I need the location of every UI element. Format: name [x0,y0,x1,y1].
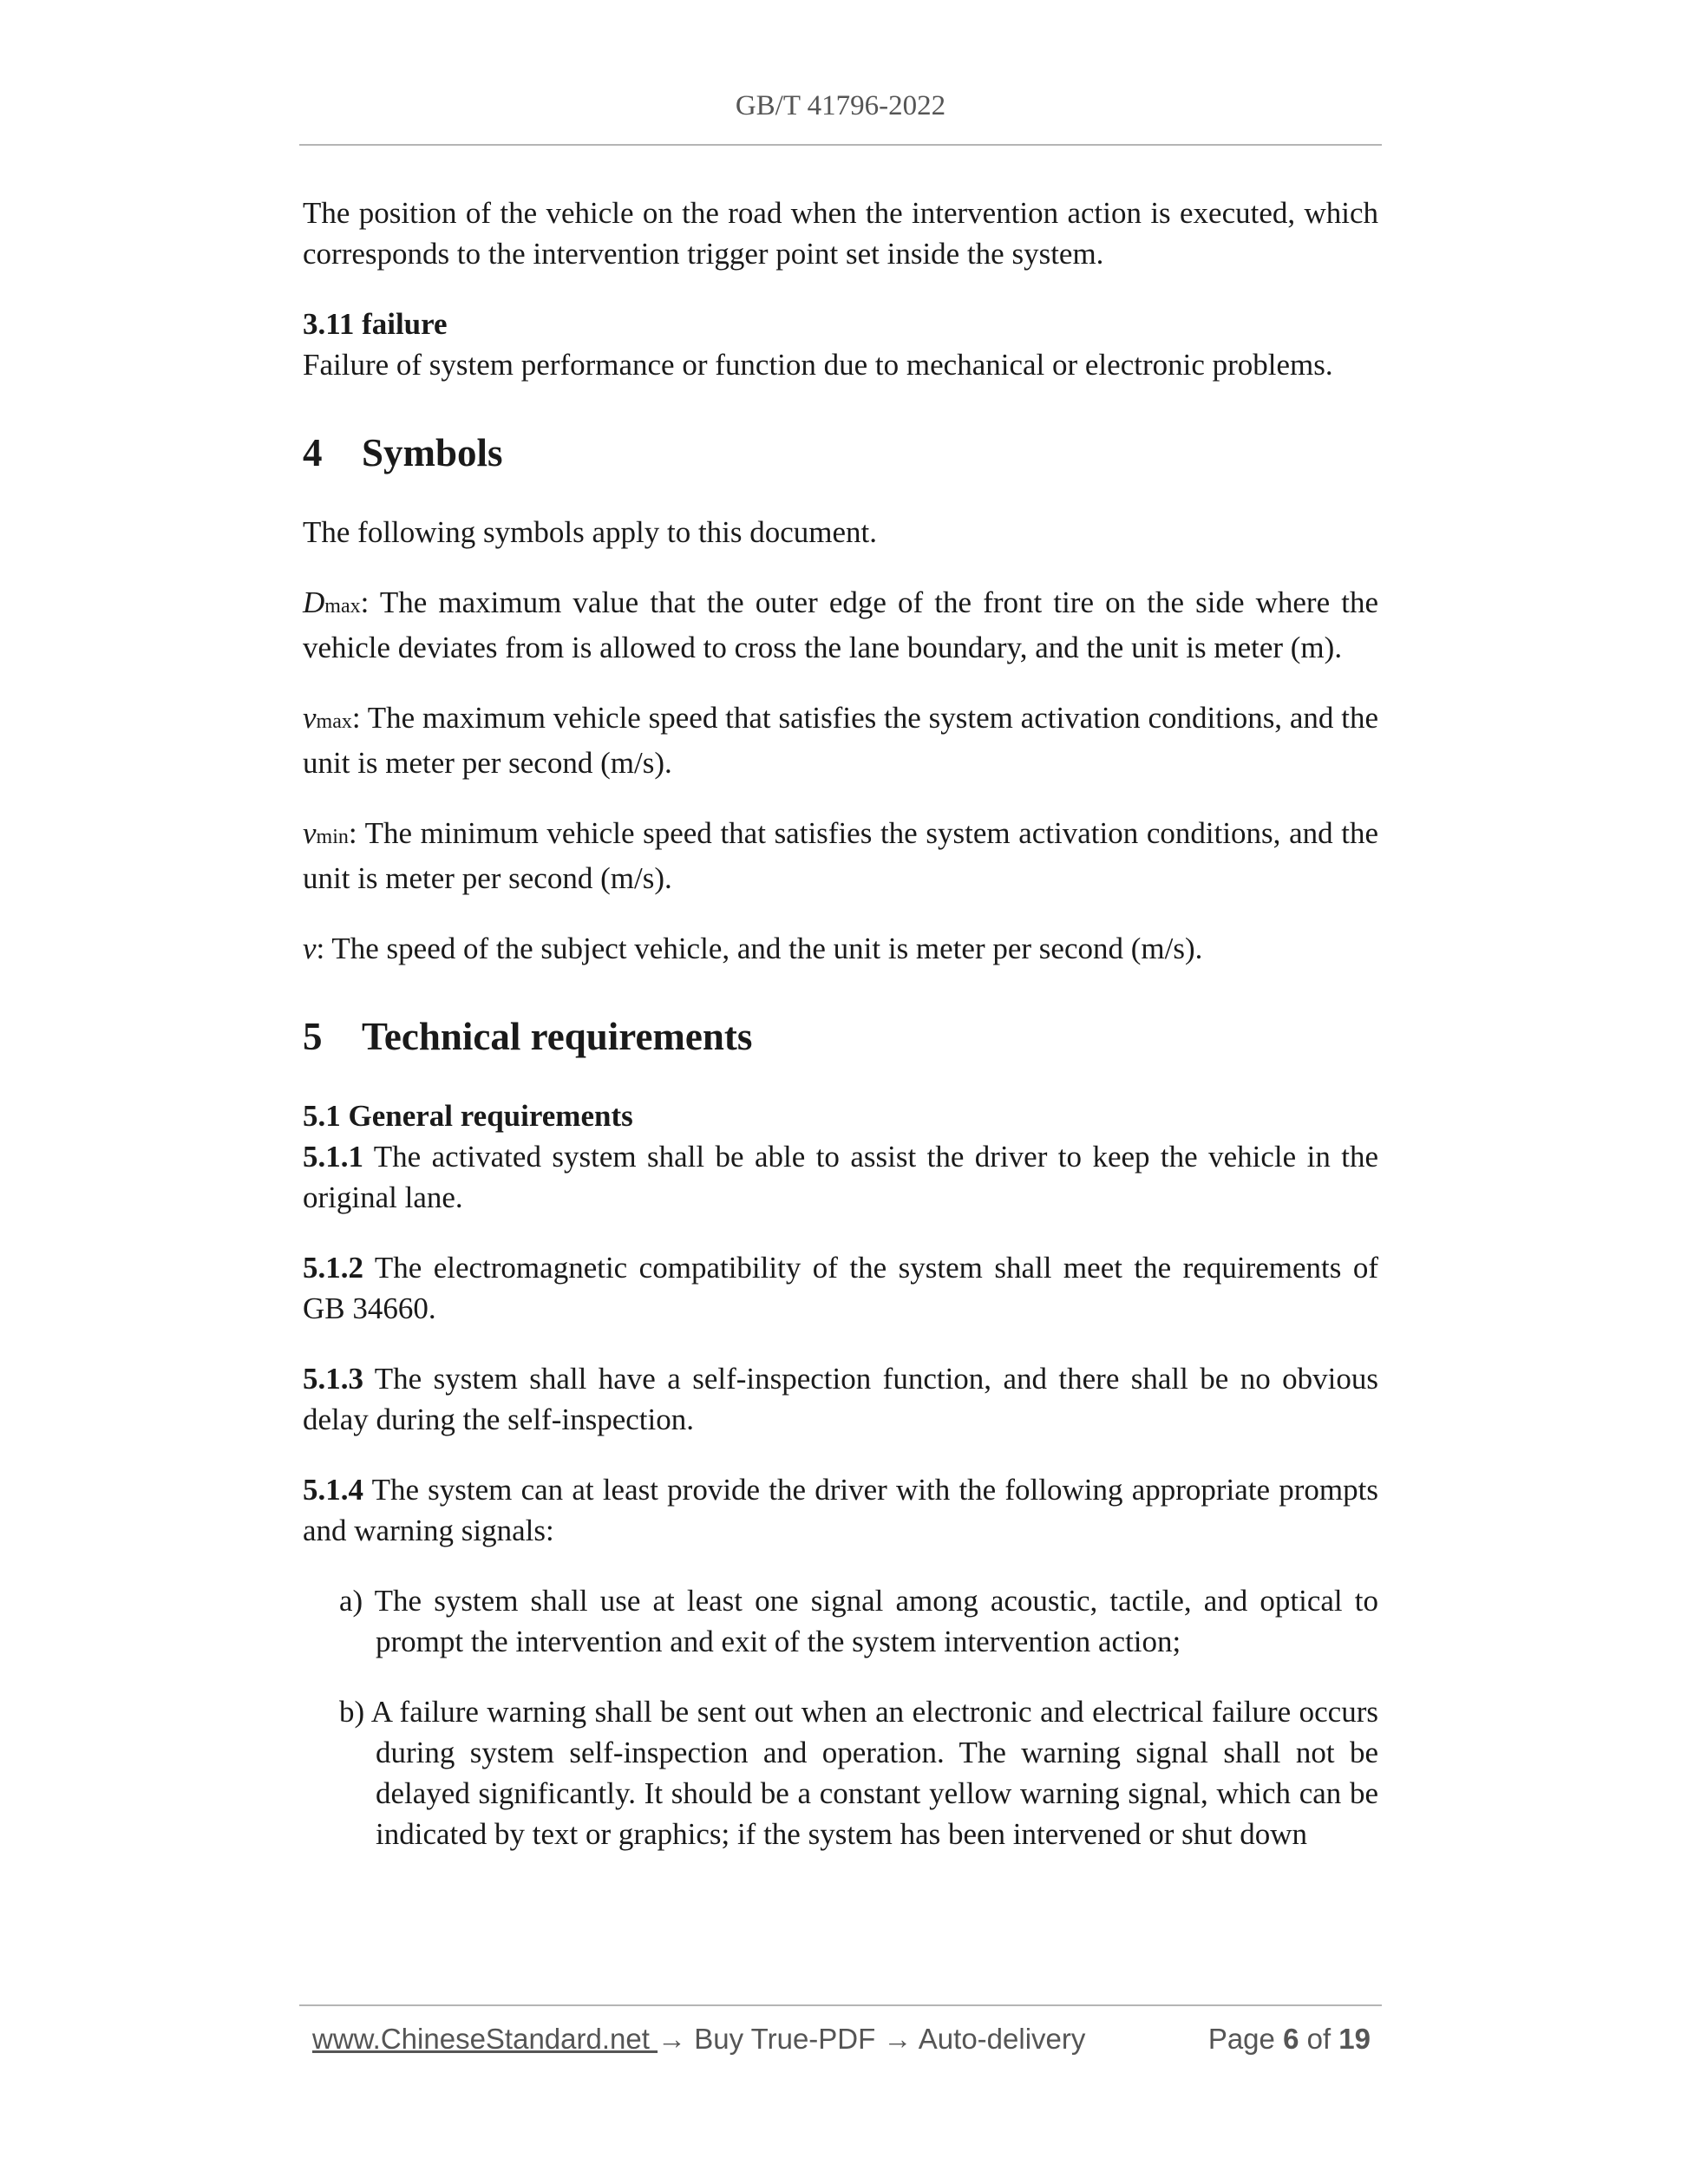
intro-paragraph: The position of the vehicle on the road when the intervention action is executed, which corresponds to the intervention trigger point set inside the system. [303,196,1378,271]
section-3-11-heading: 3.11 failure [303,307,448,341]
page-footer [312,2023,1371,2066]
section-5-number: 5 [303,1015,323,1058]
symbol-definition: : The maximum vehicle speed that satisfies the system activation conditions, and the unit is meter per second (m/s). [303,701,1378,780]
symbols-intro: The following symbols apply to this document. [303,515,878,549]
page-content [303,193,1378,1884]
symbol-base: v [303,816,317,850]
clause-text: The system shall have a self-inspection function, and there shall be no obvious delay during the self-inspection. [303,1362,1378,1436]
header-rule [299,144,1382,146]
website-link[interactable]: www.ChineseStandard.net [312,2023,658,2055]
section-3-11-text: Failure of system performance or function due to mechanical or electronic problems. [303,348,1333,382]
symbol-subscript: min [316,826,349,848]
symbol-d-max [303,582,1378,668]
clause-number: 5.1.1 [303,1140,363,1174]
symbol-v-min [303,813,1378,899]
of-label: of [1299,2023,1339,2055]
symbol-subscript: max [316,710,352,733]
clause-5-1-2 [303,1247,1378,1329]
total-page-count: 19 [1338,2023,1371,2055]
clause-text: The activated system shall be able to assist the driver to keep the vehicle in the original lane. [303,1140,1378,1214]
auto-delivery-text: Auto-delivery [912,2023,1086,2055]
section-4-heading [303,428,1378,477]
page-indicator [1208,2023,1371,2056]
symbol-base: D [303,585,325,619]
footer-rule [299,2004,1382,2006]
list-item-a: a) The system shall use at least one signal among acoustic, tactile, and optical to prompt the intervention and exit of the system intervention action; [339,1584,1378,1658]
symbol-definition: : The minimum vehicle speed that satisfies the system activation conditions, and the unit is meter per second (m/s). [303,816,1378,895]
clause-5-1-1 [303,1136,1378,1218]
clause-text: The system can at least provide the driver with the following appropriate prompts and warning signals: [303,1473,1378,1547]
footer-promo [312,2023,1085,2056]
clause-number: 5.1.2 [303,1251,363,1285]
page-label: Page [1207,2023,1284,2055]
clause-number: 5.1.3 [303,1362,363,1396]
arrow-right-icon: → [658,2023,687,2055]
page-header: GB/T 41796-2022 [735,90,946,121]
symbol-v [303,928,1378,969]
section-5-1-heading: 5.1 General requirements [303,1099,633,1133]
symbol-subscript: max [324,595,361,618]
clause-5-1-4 [303,1469,1378,1551]
symbol-definition: : The maximum value that the outer edge of the front tire on the side where the vehicle deviates from is allowed to cross the lane boundary, and the unit is meter (m). [303,585,1378,664]
symbol-base: v [303,701,317,735]
arrow-right-icon: → [883,2023,913,2055]
section-5-title: Technical requirements [362,1015,753,1058]
symbol-definition: : The speed of the subject vehicle, and the unit is meter per second (m/s). [316,932,1203,965]
section-4-number: 4 [303,431,323,474]
list-item-b: b) A failure warning shall be sent out when an electronic and electrical failure occurs during system self-inspection and operation. The warning signal shall not be delayed significantly. It should be a constant yellow warning signal, which can be indicated by text or graphics; if the system has been intervened or shut down [339,1695,1378,1851]
symbol-base: v [303,932,317,965]
clause-text: The electromagnetic compatibility of the system shall meet the requirements of GB 34660. [303,1251,1378,1325]
buy-pdf-text: Buy True-PDF [686,2023,884,2055]
section-4-title: Symbols [362,431,503,474]
section-5-heading [303,1012,1378,1061]
clause-number: 5.1.4 [303,1473,363,1507]
clause-5-1-3 [303,1358,1378,1440]
symbol-v-max [303,697,1378,783]
current-page-number: 6 [1283,2023,1299,2055]
